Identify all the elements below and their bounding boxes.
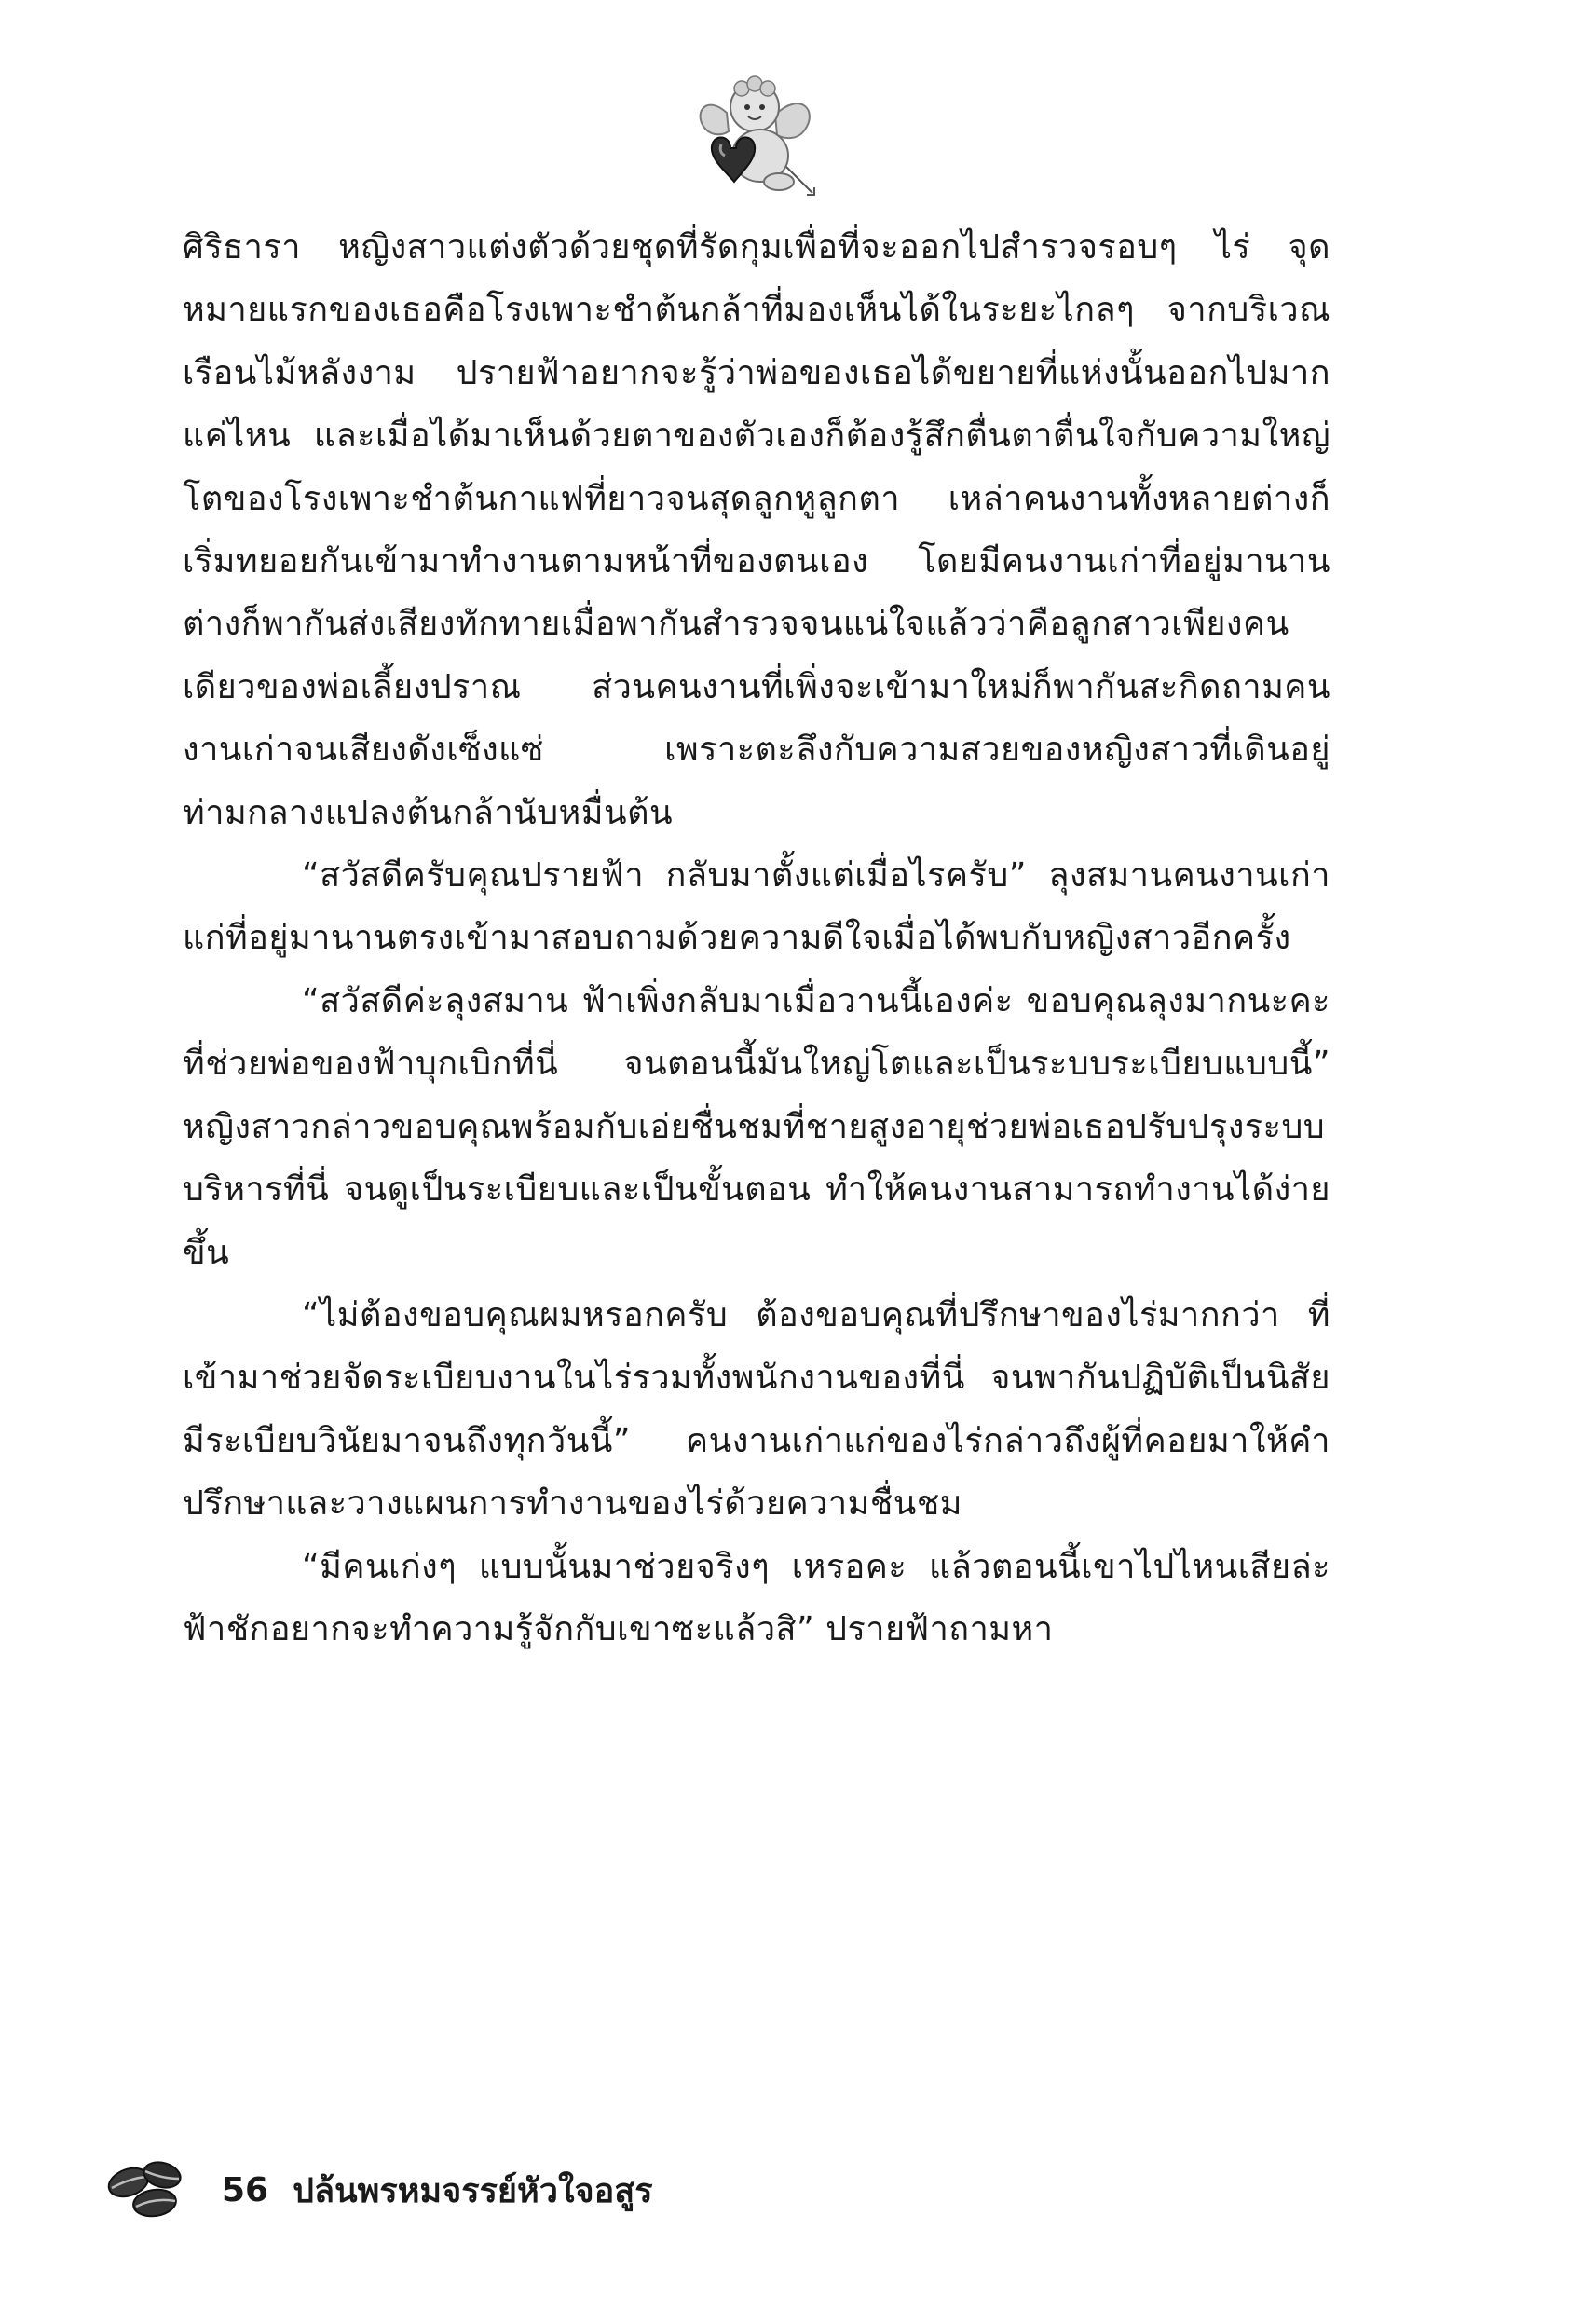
page-footer bbox=[102, 2148, 941, 2232]
body-text bbox=[183, 216, 1330, 1661]
paragraph-5: “มีคนเก่งๆ แบบนั้นมาช่วยจริงๆ เหรอคะ แล้วตอนนี้เขาไปไหนเสียล่ะ ฟ้าชักอยากจะทำความรู้จักกับเขาซะแล้วสิ” ปรายฟ้าถามหา bbox=[183, 1547, 1330, 1648]
paragraph-2: “สวัสดีครับคุณปรายฟ้า กลับมาตั้งแต่เมื่อไรครับ” ลุงสมานคนงานเก่าแก่ที่อยู่มานานตรงเข้ามาสอบถามด้วยความดีใจเมื่อได้พบกับหญิงสาวอีกครั้ง bbox=[183, 856, 1330, 958]
book-title: ปล้นพรหมจรรย์หัวใจอสูร bbox=[293, 2171, 653, 2210]
cherub-heart-icon bbox=[689, 70, 820, 200]
page-number: 56 bbox=[222, 2170, 269, 2209]
paragraph-4: “ไม่ต้องขอบคุณผมหรอกครับ ต้องขอบคุณที่ปรึกษาของไร่มากกว่า ที่เข้ามาช่วยจัดระเบียบงานในไร่รวมทั้งพนักงานของที่นี่ จนพากันปฏิบัติเป็นนิสัย มีระเบียบวินัยมาจนถึงทุกวันนี้” คนงานเก่าแก่ของไร่กล่าวถึงผู้ที่คอยมาให้คำปรึกษาและวางแผนการทำงานของไร่ด้วยความชื่นชม bbox=[183, 1295, 1330, 1524]
coffee-beans-icon bbox=[102, 2154, 196, 2225]
paragraph-3: “สวัสดีค่ะลุงสมาน ฟ้าเพิ่งกลับมาเมื่อวานนี้เองค่ะ ขอบคุณลุงมากนะคะที่ช่วยพ่อของฟ้าบุกเบิกที่นี่ จนตอนนี้มันใหญ่โตและเป็นระบบระเบียบแบบนี้” หญิงสาวกล่าวขอบคุณพร้อมกับเอ่ยชื่นชมที่ชายสูงอายุช่วยพ่อเธอปรับปรุงระบบบริหารที่นี่ จนดูเป็นระเบียบและเป็นขั้นตอน ทำให้คนงานสามารถทำงานได้ง่ายขึ้น bbox=[183, 981, 1330, 1272]
paragraph-1: ศิริธารา หญิงสาวแต่งตัวด้วยชุดที่รัดกุมเพื่อที่จะออกไปสำรวจรอบๆ ไร่ จุดหมายแรกของเธอคือโรงเพาะชำต้นกล้าที่มองเห็นได้ในระยะไกลๆ จากบริเวณเรือนไม้หลังงาม ปรายฟ้าอยากจะรู้ว่าพ่อของเธอได้ขยายที่แห่งนั้นออกไปมากแค่ไหน และเมื่อได้มาเห็นด้วยตาของตัวเองก็ต้องรู้สึกตื่นตาตื่นใจกับความใหญ่โตของโรงเพาะชำต้นกาแฟที่ยาวจนสุดลูกหูลูกตา เหล่าคนงานทั้งหลายต่างก็เริ่มทยอยกันเข้ามาทำงานตามหน้าที่ของตนเอง โดยมีคนงานเก่าที่อยู่มานานต่างก็พากันส่งเสียงทักทายเมื่อพากันสำรวจจนแน่ใจแล้วว่าคือลูกสาวเพียงคนเดียวของพ่อเลี้ยงปราณ ส่วนคนงานที่เพิ่งจะเข้ามาใหม่ก็พากันสะกิดถามคนงานเก่าจนเสียงดังเซ็งแซ่ เพราะตะลึงกับความสวยของหญิงสาวที่เดินอยู่ท่ามกลางแปลงต้นกล้านับหมื่นต้น bbox=[183, 228, 1330, 832]
